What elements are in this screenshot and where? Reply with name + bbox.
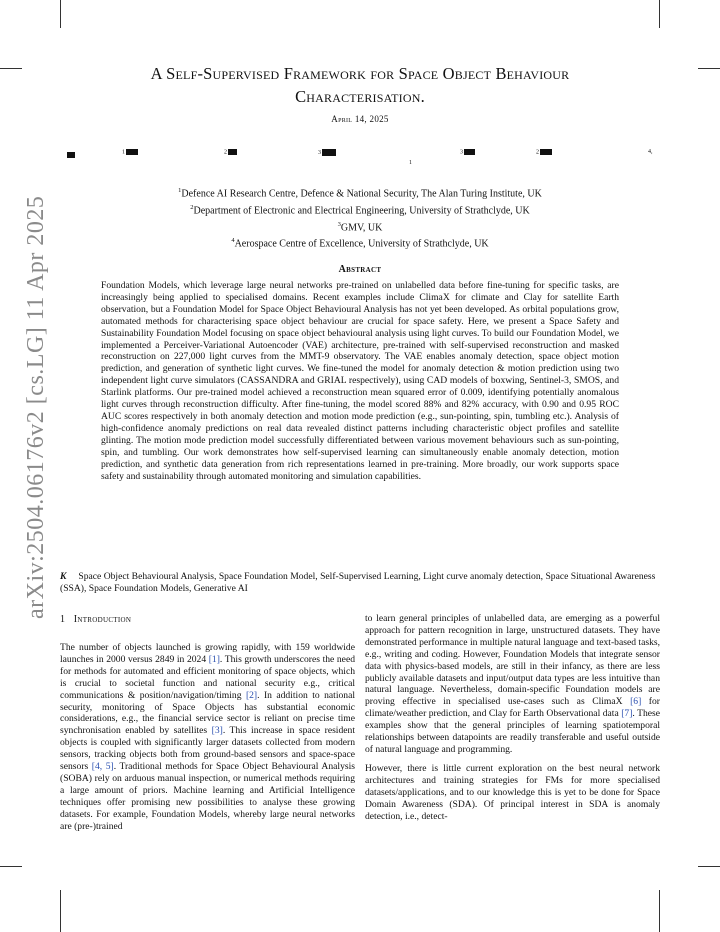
author-sup: 3 [460,149,463,156]
author-name-blob [228,149,237,155]
right-column [365,613,660,829]
author-2 [122,149,138,155]
crop-mark-bottom-right-h [698,866,720,867]
author-6 [460,149,475,155]
title-line-1: A Self-Supervised Framework for Space Object Behaviour [150,64,570,83]
body-text: . Traditional methods for Space Object Behavioural Analysis (SOBA) rely on arduous manual inspection, or numerical methods requiring a large amount of priors. Machine learning and Artificial Intelligence techniques offer promising new possibilities to analyse these growing datasets. For example, Foundation Models, whereby large neural networks are (pre-)trained [60,761,356,832]
citation-link[interactable]: [1] [208,653,220,665]
crop-mark-bottom-right-v [659,890,660,932]
crop-mark-bottom-left-v [60,890,61,932]
citation-link[interactable]: [2] [245,689,258,701]
author-1 [66,152,75,158]
abstract-heading: Abstract [338,264,382,275]
citation-link[interactable]: [3] [211,725,223,737]
crop-mark-top-right-v [659,0,660,28]
crop-mark-bottom-left-h [0,866,22,867]
section-heading [60,614,131,625]
right-column-paragraph-1 [365,613,660,756]
body-text: . This growth underscores the need for methods for automated and efficient monitoring of space objects, which is crucial to societal function and national security e.g., critical communications & position/navigation/timing [60,653,356,701]
crop-mark-top-left-v [60,0,61,28]
affiliations [60,184,660,251]
author-sup: 3 [318,149,321,156]
author-7 [536,149,552,155]
citation-link[interactable]: [7] [621,708,633,720]
section-title: Introduction [73,614,132,625]
abstract-body: Foundation Models, which leverage large neural networks pre-trained on unlabelled data before fine-tuning for specific tasks, are increasingly being applied to specialised domains. Recent examples include ClimaX for climate and Clay for satellite Earth observation, but a Foundation Model for Space Object Behavioural Analysis has not yet been developed. As orbital populations grow, automated methods for characterising space object behaviour are crucial for space safety. Here, we present a Space Safety and Sustainability Foundation Model focusing on space object behavioural analysis using light curves. To build our Foundation Model, we implemented a Perceiver-Variational Autoencoder (VAE) architecture, pre-trained with self-supervised reconstruction and masked reconstruction on 227,000 light curves from the MMT-9 observatory. The VAE enables anomaly detection, space object motion prediction, and generation of synthetic light curves. We fine-tuned the model for anomaly detection & motion prediction using two independent light curve simulators (CASSANDRA and GRIAL respectively), using CAD models of boxwing, Sentinel-3, SMOS, and Starlink platforms. Our pre-trained model achieved a reconstruction mean squared error of 0.009, identifying potentially anomalous light curves through reconstruction difficulty. After fine-tuning, the model scored 88% and 82% accuracy, with 0.90 and 0.95 ROC AUC scores respectively in both anomaly detection and motion mode prediction (e.g., sun-pointing, spin, tumbling etc.). Analysis of high-confidence anomaly predictions on real data revealed distinct patterns including characteristic object profiles and satellite glinting. The motion mode prediction model successfully differentiated between various movement behaviours such as sun-pointing, spin, and tumbling. Our work demonstrates how self-supervised learning can simultaneously enable anomaly detection, motion prediction, and synthetic data generation from rich representations learned in pre-training. More broadly, our work supports space safety and sustainability through automated monitoring and simulation capabilities. [101,280,619,482]
citation-link[interactable]: [6] [630,696,642,708]
section-number: 1 [60,614,66,625]
right-column-paragraph-2: However, there is little current exploration on the best neural network architectures and training strategies for FMs for more specialised datasets/applications, and to our knowledge this is yet to be done for Space Domain Awareness (SDA). Of principal interest in SDA is anomaly detection, i.e., detect- [365,762,660,822]
author-name-blob [322,149,336,156]
title-line-2: Characterisation. [295,87,425,106]
keywords-text: Space Object Behavioural Analysis, Space Foundation Model, Self-Supervised Learning, Light curve anomaly detection, Space Situational Awareness (SSA), Space Foundation Models, Generative AI [60,571,656,594]
affiliation-4: $^4$Aerospace Centre of Excellence, University of Strathclyde, UK [231,237,489,250]
author-sup: 1 [122,149,125,156]
author-name-blob [540,149,552,155]
keywords-label: K [60,571,67,582]
author-name-blob [464,149,475,155]
author-name-blob [67,152,75,158]
body-text: The number of objects launched is growing rapidly, with 159 worldwide launches in 2000 versus 2849 in 2024 [60,642,355,665]
affiliation-2: $^2$Department of Electronic and Electrical Engineering, University of Strathclyde, UK [190,203,530,217]
body-text: . In addition to national security, monitoring of Space Objects has substantial economic considerations, e.g., the financial service sector is reliant on precise time synchronisation enabled by satellites [60,689,355,737]
author-4 [318,149,336,156]
author-8: 4, [648,149,653,155]
author-name-blob [126,149,138,155]
left-column-paragraph [60,642,355,833]
affiliation-3: $^3$GMV, UK [337,220,383,233]
keywords [60,571,660,595]
author-sup: 2 [224,149,227,156]
affiliation-1: $^1$Defence AI Research Centre, Defence & National Security, The Alan Turing Institute, UK [178,187,542,200]
author-5-sup: 1 [409,160,412,166]
author-3 [224,149,237,155]
body-text: for climate/weather prediction, and Clay for Earth Observational data [365,696,660,720]
author-5-blob [304,162,314,168]
arxiv-identifier-stamp: arXiv:2504.06176v2 [cs.LG] 11 Apr 2025 [23,195,49,619]
crop-mark-top-left-h [0,68,22,69]
paper-date: April 14, 2025 [331,114,389,124]
citation-link[interactable]: [4, 5] [91,761,114,773]
body-text: . This increase in space resident objects is coupled with significantly larger datasets collected from modern sensors, tracking objects both from ground-based sensors and space-space sensors [60,725,355,773]
author-list [60,148,660,174]
author-sup: 2 [536,149,539,156]
crop-mark-top-right-h [698,68,720,69]
body-text: to learn general principles of unlabelled data, are emerging as a powerful approach for pattern recognition in large, unstructured datasets. They have demonstrated performance in multiple natural language and text-based tasks, e.g., writing and coding. However, Foundation Models that integrate sensor data with physics-based models, are still in their infancy, as there are less publicly available datasets and input/output data types are less intuitive than natural language. Nevertheless, domain-specific Foundation models are proving effective in specialised use-cases such as ClimaX [365,613,660,708]
left-column [60,642,355,840]
paper-title [80,62,640,108]
body-text: . These examples show that the general principles of learning spatiotemporal relationships between datapoints are readily transferable and useful outside of natural language and programming. [365,708,661,755]
